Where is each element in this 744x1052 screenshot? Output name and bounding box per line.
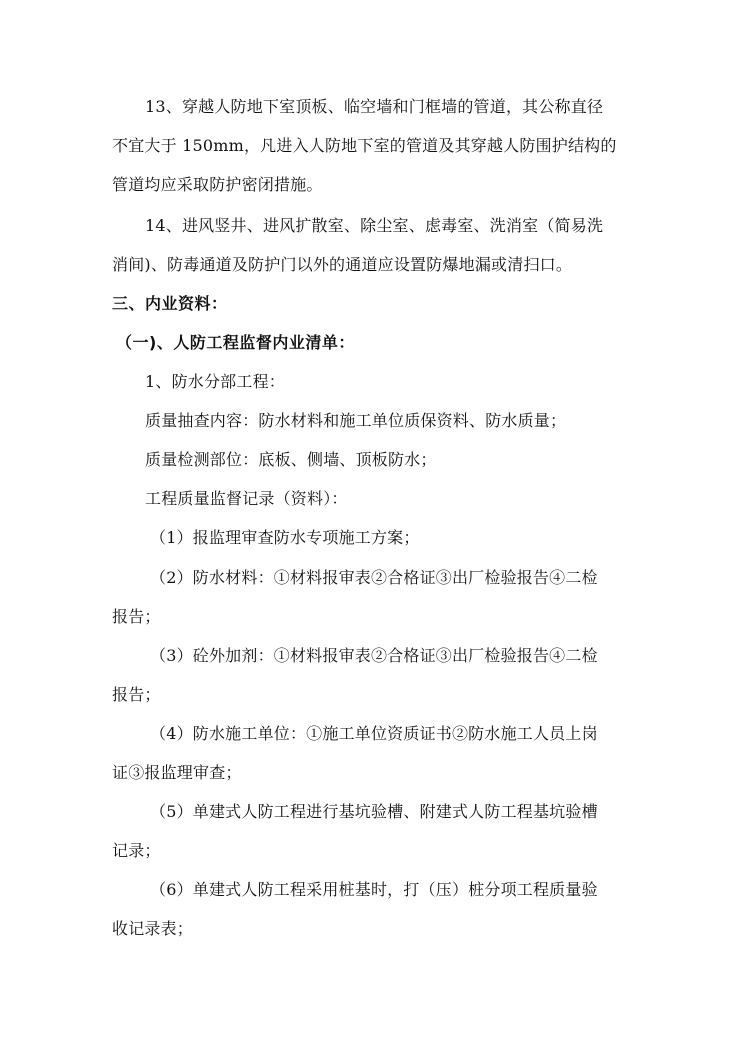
records-heading: 工程质量监督记录（资料）： bbox=[145, 489, 348, 508]
list-item-5-line2: 记录； bbox=[112, 841, 161, 860]
section-heading: 三、内业资料： bbox=[112, 294, 228, 313]
list-item-2-line2: 报告； bbox=[112, 607, 161, 626]
list-item-4-line1: （4）防水施工单位：①施工单位资质证书②防水施工人员上岗 bbox=[150, 724, 598, 743]
subsection-heading: （一)、人防工程监督内业清单： bbox=[116, 333, 355, 352]
list-item-1: （1）报监理审查防水专项施工方案； bbox=[150, 528, 420, 547]
para14-line2: 消间)、防毒通道及防护门以外的通道应设置防爆地漏或清扫口。 bbox=[112, 255, 573, 274]
list-item-3-line2: 报告； bbox=[112, 685, 161, 704]
list-item-6-line1: （6）单建式人防工程采用桩基时，打（压）桩分项工程质量验 bbox=[150, 880, 598, 899]
item-waterproof-heading: 1、防水分部工程： bbox=[145, 372, 285, 391]
list-item-3-line1: （3）砼外加剂：①材料报审表②合格证③出厂检验报告④二检 bbox=[150, 646, 598, 665]
para13-line3: 管道均应采取防护密闭措施。 bbox=[112, 175, 323, 194]
list-item-5-line1: （5）单建式人防工程进行基坑验槽、附建式人防工程基坑验槽 bbox=[150, 802, 598, 821]
check-content: 质量抽查内容：防水材料和施工单位质保资料、防水质量； bbox=[145, 411, 567, 430]
list-item-2-line1: （2）防水材料：①材料报审表②合格证③出厂检验报告④二检 bbox=[150, 568, 598, 587]
list-item-4-line2: 证③报监理审查； bbox=[112, 763, 242, 782]
list-item-6-line2: 收记录表； bbox=[112, 919, 194, 938]
para14-line1: 14、进风竖井、进风扩散室、除尘室、虑毒室、洗消室（简易洗 bbox=[145, 216, 604, 235]
test-parts: 质量检测部位：底板、侧墙、顶板防水； bbox=[145, 450, 437, 469]
para13-line2: 不宜大于 150mm，凡进入人防地下室的管道及其穿越人防围护结构的 bbox=[112, 136, 617, 155]
para13-line1: 13、穿越人防地下室顶板、临空墙和门框墙的管道，其公称直径 bbox=[145, 97, 604, 116]
